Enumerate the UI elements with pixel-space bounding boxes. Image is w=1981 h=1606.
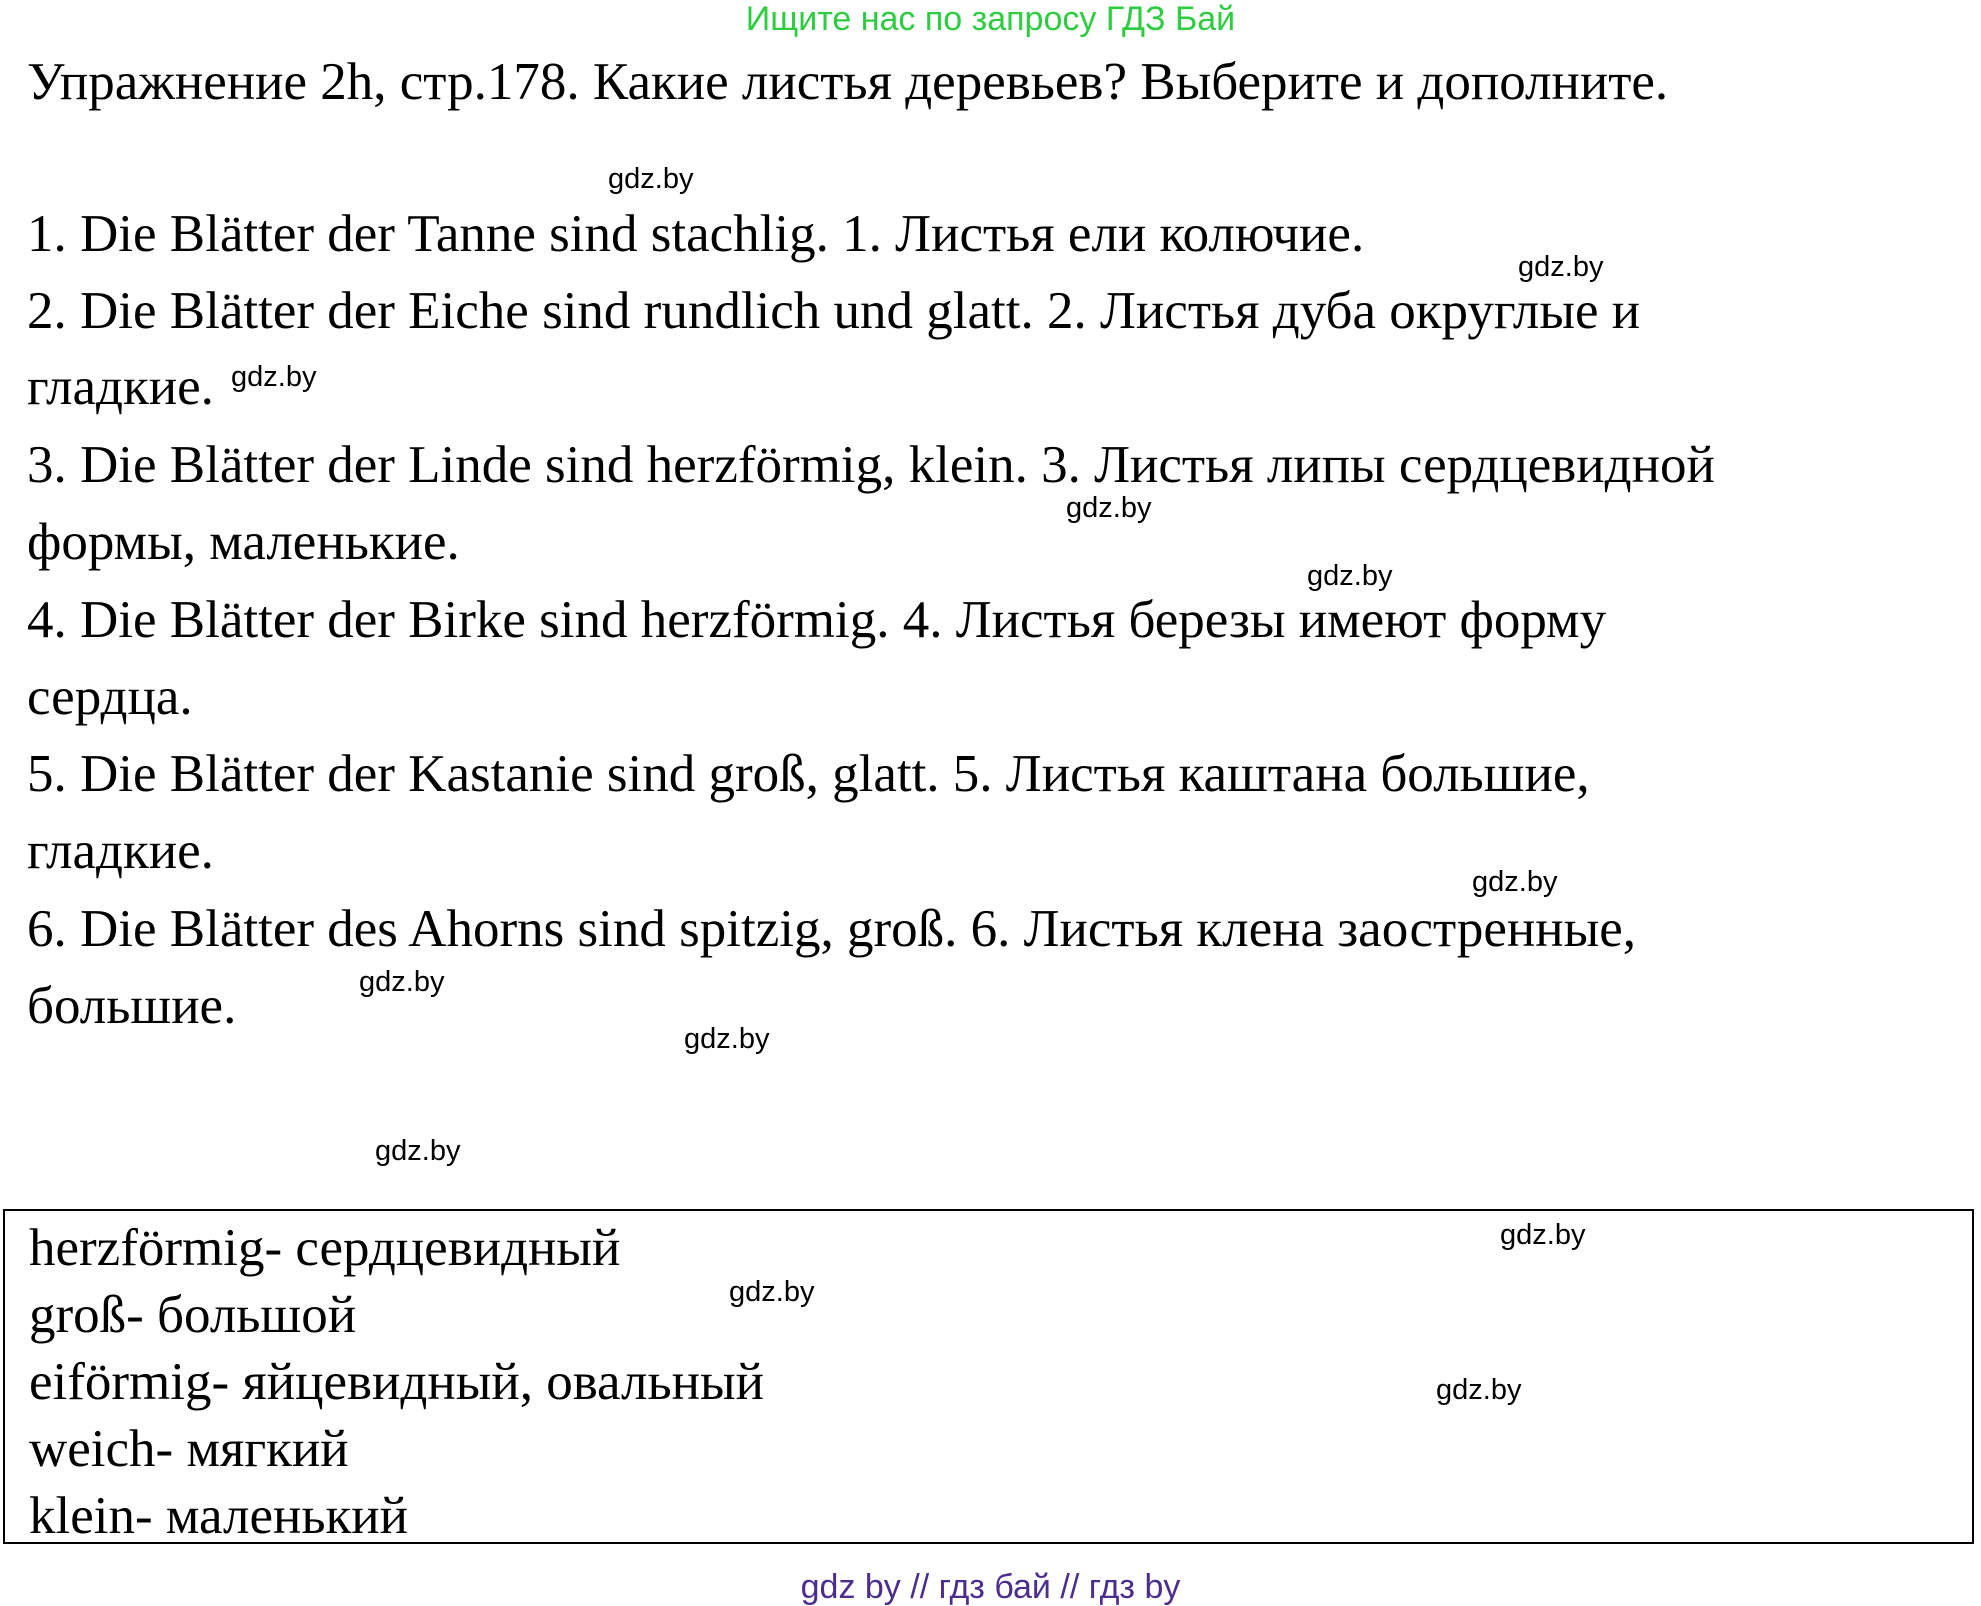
vocabulary-item: groß- большой (29, 1286, 357, 1344)
watermark: gdz.by (684, 1023, 770, 1055)
answer-3-line-2: формы, маленькие. (27, 513, 460, 571)
watermark: gdz.by (1472, 866, 1558, 898)
answer-3-line-1: 3. Die Blätter der Linde sind herzförmig, klein. 3. Листья липы сердцевидной (27, 436, 1715, 494)
watermark: gdz.by (1066, 492, 1152, 524)
vocabulary-item: eiförmig- яйцевидный, овальный (29, 1353, 764, 1411)
watermark: gdz.by (1518, 251, 1604, 283)
footer-links: gdz by // гдз бай // гдз by (800, 1568, 1181, 1606)
vocabulary-item: weich- мягкий (29, 1420, 349, 1478)
answer-1-line-1: 1. Die Blätter der Tanne sind stachlig. 1. Листья ели колючие. (27, 205, 1365, 263)
watermark: gdz.by (1500, 1219, 1586, 1251)
vocabulary-box (3, 1209, 1974, 1544)
watermark: gdz.by (375, 1135, 461, 1167)
answer-2-line-2: гладкие. (27, 358, 214, 416)
answer-6-line-2: большие. (27, 977, 237, 1035)
answer-4-line-2: сердца. (27, 668, 193, 726)
answer-6-line-1: 6. Die Blätter des Ahorns sind spitzig, groß. 6. Листья клена заостренные, (27, 900, 1636, 958)
watermark: gdz.by (231, 361, 317, 393)
watermark: gdz.by (359, 966, 445, 998)
vocabulary-item: klein- маленький (29, 1487, 409, 1545)
watermark: gdz.by (1307, 560, 1393, 592)
vocabulary-item: herzförmig- сердцевидный (29, 1219, 621, 1277)
answer-5-line-2: гладкие. (27, 822, 214, 880)
answer-2-line-1: 2. Die Blätter der Eiche sind rundlich und glatt. 2. Листья дуба округлые и (27, 282, 1641, 340)
watermark: gdz.by (1436, 1374, 1522, 1406)
watermark: gdz.by (729, 1276, 815, 1308)
exercise-title: Упражнение 2h, стр.178. Какие листья деревьев? Выберите и дополните. (27, 53, 1669, 111)
watermark: gdz.by (608, 163, 694, 195)
top-banner: Ищите нас по запросу ГДЗ Бай (745, 0, 1236, 38)
answer-5-line-1: 5. Die Blätter der Kastanie sind groß, glatt. 5. Листья каштана большие, (27, 745, 1590, 803)
answer-4-line-1: 4. Die Blätter der Birke sind herzförmig. 4. Листья березы имеют форму (27, 591, 1607, 649)
